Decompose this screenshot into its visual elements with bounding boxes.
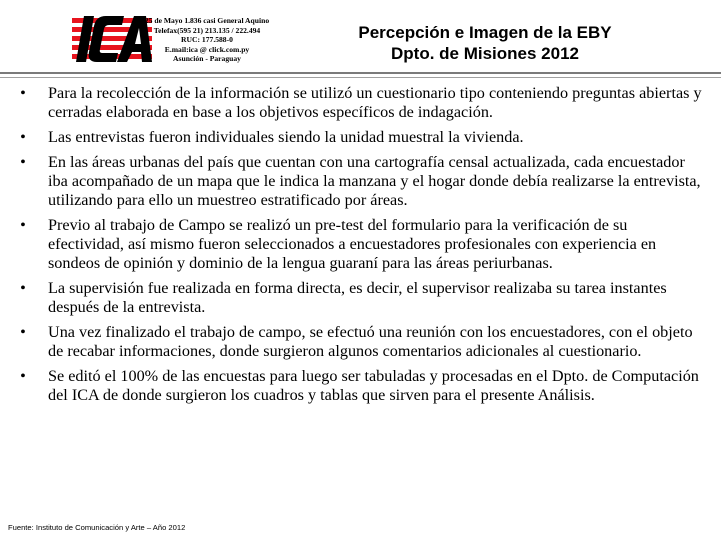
bullet-dot-icon: • xyxy=(20,153,26,171)
slide-title xyxy=(310,22,660,64)
bullet-text: Previo al trabajo de Campo se realizó un pre-test del formulario para la verificación de su efectividad, así mismo fueron seleccionados a encuestadores profesionales con experiencia en sondeos de opinión y dominio de la lengua guaraní para las áreas periurbanas. xyxy=(48,216,657,272)
slide-title-line-1: Percepción e Imagen de la EBY xyxy=(358,23,612,42)
bullet-dot-icon: • xyxy=(20,323,26,341)
bullet-text: En las áreas urbanas del país que cuentan con una cartografía censal actualizada, cada encuestador iba acompañado de un mapa que le indica la manzana y el hogar donde debía realizarse la entrevista, utilizando para ello un muestreo estratificado por áreas. xyxy=(48,153,701,209)
bullet-item xyxy=(17,323,707,361)
bullet-dot-icon: • xyxy=(20,279,26,297)
bullet-dot-icon: • xyxy=(20,84,26,102)
address-line-email: E.mail:ica @ click.com.py xyxy=(164,44,250,54)
bullet-text: Las entrevistas fueron individuales siendo la unidad muestral la vivienda. xyxy=(48,128,524,146)
address-line-telefax: Telefax(595 21) 213.135 / 222.494 xyxy=(153,25,261,35)
slide-title-line-2: Dpto. de Misiones 2012 xyxy=(391,44,579,63)
bullet-dot-icon: • xyxy=(20,128,26,146)
methodology-bullet-list xyxy=(17,84,707,411)
bullet-text: La supervisión fue realizada en forma directa, es decir, el supervisor realizaba su tarea instantes después de la entrevista. xyxy=(48,279,667,316)
address-line-street: 25 de Mayo 1.836 casi General Aquino xyxy=(144,16,270,25)
source-footnote: Fuente: Instituto de Comunicación y Arte – Año 2012 xyxy=(8,523,186,532)
address-line-ruc: RUC: 177.588-0 xyxy=(181,35,233,45)
bullet-text: Para la recolección de la información se utilizó un cuestionario tipo conteniendo preguntas abiertas y cerradas elaborada en base a los objetivos específicos de indagación. xyxy=(48,84,702,121)
address-line-city: Asunción - Paraguay xyxy=(173,54,241,64)
header-divider-thick xyxy=(0,72,721,74)
bullet-item xyxy=(17,216,707,273)
bullet-text: Una vez finalizado el trabajo de campo, se efectuó una reunión con los encuestadores, con el objeto de recabar informaciones, donde surgieron algunos comentarios adicionales al cuestionario. xyxy=(48,323,693,360)
bullet-item xyxy=(17,279,707,317)
bullet-text: Se editó el 100% de las encuestas para luego ser tabuladas y procesadas en el Dpto. de Computación del ICA de donde surgieron los cuadros y tablas que sirven para el presente Análisis. xyxy=(48,367,699,404)
company-address xyxy=(142,16,272,64)
bullet-item xyxy=(17,84,707,122)
bullet-item xyxy=(17,367,707,405)
bullet-item xyxy=(17,153,707,210)
header-divider-thin xyxy=(0,77,721,78)
bullet-item xyxy=(17,128,707,147)
bullet-dot-icon: • xyxy=(20,367,26,385)
bullet-dot-icon: • xyxy=(20,216,26,234)
